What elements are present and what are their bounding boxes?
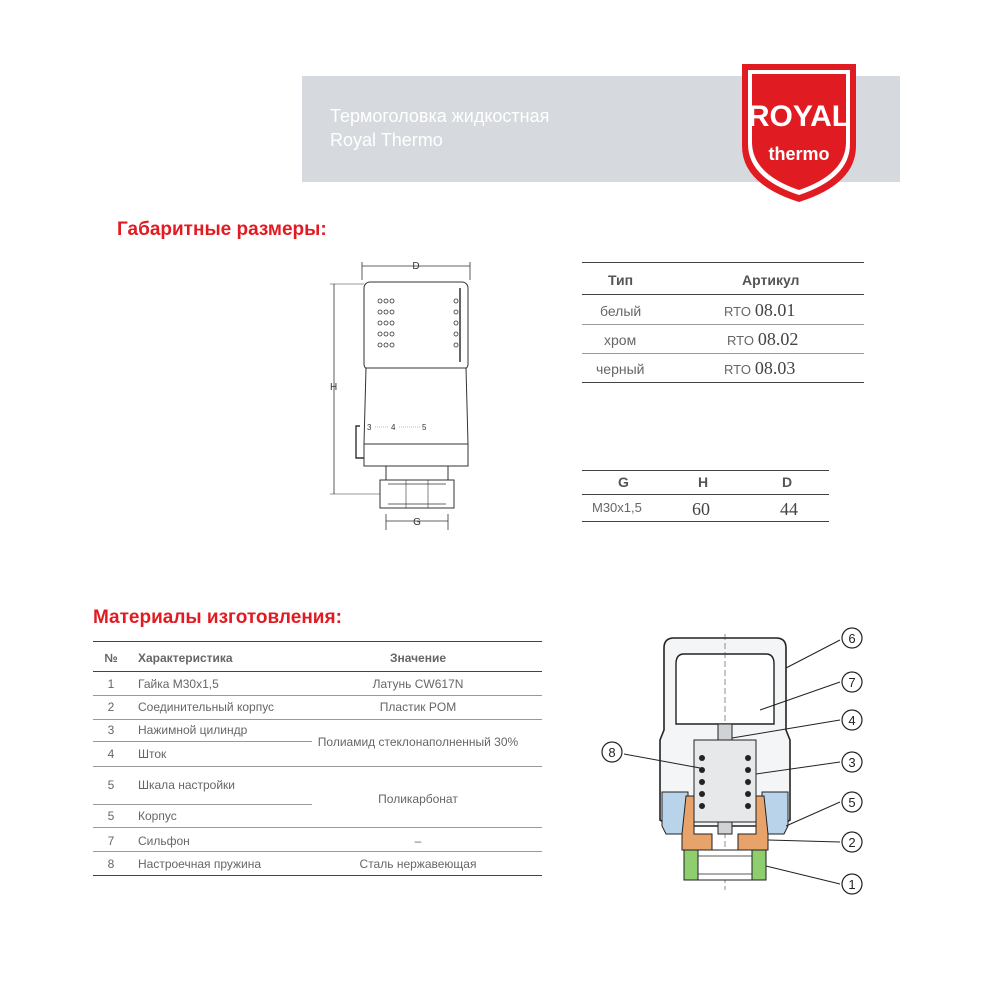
type-row-1: белый xyxy=(600,303,642,319)
mat-row-5-name: Шкала настройки xyxy=(138,778,235,792)
mat-row-2-num: 2 xyxy=(107,700,115,714)
callout-8: 8 xyxy=(608,745,616,760)
mat-row-3-name: Нажимной цилиндр xyxy=(138,723,248,737)
dimensions-title: Габаритные размеры: xyxy=(117,219,327,240)
product-title xyxy=(330,104,549,152)
callout-1: 1 xyxy=(848,877,856,892)
type-row-3: черный xyxy=(596,361,645,377)
type-row-2: хром xyxy=(604,332,637,348)
scale-mark-5: 5 xyxy=(422,423,427,432)
callout-2: 2 xyxy=(848,835,856,850)
size-value-h: 60 xyxy=(692,499,710,519)
size-header-d: D xyxy=(782,474,793,490)
size-header-g: G xyxy=(618,474,629,490)
size-value-d: 44 xyxy=(780,499,798,519)
callout-5: 5 xyxy=(848,795,856,810)
mat-row-8-value: Сталь нержавеющая xyxy=(359,857,477,871)
mat-header-value: Значение xyxy=(389,651,447,665)
callout-6: 6 xyxy=(848,631,856,646)
product-title-line1: Термоголовка жидкостная xyxy=(330,106,550,126)
mat-row-8-num: 8 xyxy=(107,857,115,871)
mat-row-2-value: Пластик POM xyxy=(379,700,457,714)
mat-row-1-name: Гайка M30x1,5 xyxy=(138,677,219,691)
label-d: D xyxy=(412,261,420,272)
scale-mark-3: 3 xyxy=(367,423,372,432)
mat-row-3-num: 3 xyxy=(107,723,115,737)
materials-table xyxy=(93,641,542,876)
mat-row-7-num: 7 xyxy=(107,834,115,848)
mat-row-6-num: 5 xyxy=(107,809,115,823)
callout-4: 4 xyxy=(848,713,856,728)
size-header-h: H xyxy=(698,474,709,490)
mat-row-2-name: Соединительный корпус xyxy=(138,700,275,714)
mat-row-4-name: Шток xyxy=(138,747,167,761)
scale-mark-4: 4 xyxy=(391,423,396,432)
type-header: Тип xyxy=(608,272,634,288)
product-title-line2: Royal Thermo xyxy=(330,130,443,150)
mat-header-num: № xyxy=(104,651,118,665)
logo-text-top: ROYAL xyxy=(747,100,851,133)
mat-row-7-value: – xyxy=(414,834,422,848)
mat-row-8-name: Настроечная пружина xyxy=(138,857,262,871)
mat-row-6-name: Корпус xyxy=(138,809,177,823)
dimension-drawing xyxy=(320,258,500,538)
label-h: H xyxy=(330,382,338,393)
mat-row-5-num: 5 xyxy=(107,778,115,792)
logo-text-bottom: thermo xyxy=(768,144,830,164)
size-value-g: M30x1,5 xyxy=(592,500,642,515)
cross-section-drawing xyxy=(590,620,870,910)
article-row-3: RTO 08.03 xyxy=(724,358,796,378)
mat-row-1-num: 1 xyxy=(107,677,115,691)
mat-header-name: Характеристика xyxy=(138,651,233,665)
mat-row-4-num: 4 xyxy=(107,747,115,761)
mat-rows-5-6-value: Поликарбонат xyxy=(378,792,458,806)
mat-rows-3-4-value: Полиамид стеклонаполненный 30% xyxy=(317,735,519,749)
mat-row-7-name: Сильфон xyxy=(138,834,190,848)
callout-7: 7 xyxy=(848,675,856,690)
size-table xyxy=(582,470,829,522)
label-g: G xyxy=(413,517,421,528)
royal-thermo-logo xyxy=(736,56,862,206)
article-row-1: RTO 08.01 xyxy=(724,300,796,320)
type-article-table xyxy=(582,262,864,384)
materials-title: Материалы изготовления: xyxy=(93,607,342,628)
article-row-2: RTO 08.02 xyxy=(727,329,799,349)
article-header: Артикул xyxy=(742,272,800,288)
callout-3: 3 xyxy=(848,755,856,770)
mat-row-1-value: Латунь CW617N xyxy=(372,677,464,691)
